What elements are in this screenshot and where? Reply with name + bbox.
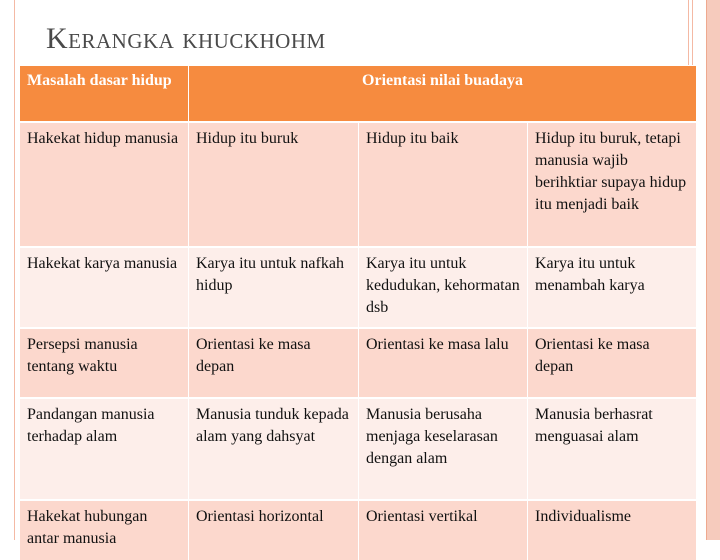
table-cell: Persepsi manusia tentang waktu	[20, 328, 189, 398]
table-cell: Hakekat karya manusia	[20, 247, 189, 328]
table-cell: Individualisme	[528, 500, 697, 560]
table-cell: Karya itu untuk menambah karya	[528, 247, 697, 328]
header-value-orientation: Orientasi nilai buadaya	[189, 66, 697, 122]
table-cell: Hidup itu buruk, tetapi manusia wajib berihktiar supaya hidup itu menjadi baik	[528, 122, 697, 247]
table-cell: Manusia berhasrat menguasai alam	[528, 398, 697, 500]
table-cell: Orientasi horizontal	[189, 500, 359, 560]
table-row	[20, 122, 697, 247]
slide-title: Kerangka khuckhohm	[46, 22, 326, 55]
table-row	[20, 328, 697, 398]
table-cell: Orientasi ke masa lalu	[359, 328, 528, 398]
table-cell: Orientasi ke masa depan	[528, 328, 697, 398]
culture-orientation-table	[19, 65, 697, 560]
table-row	[20, 247, 697, 328]
table-row	[20, 500, 697, 560]
table-cell: Manusia berusaha menjaga keselarasan dengan alam	[359, 398, 528, 500]
table-cell: Karya itu untuk kedudukan, kehormatan dsb	[359, 247, 528, 328]
header-basic-problems: Masalah dasar hidup	[20, 66, 189, 122]
table-header-row	[20, 66, 697, 122]
decorative-band-edge	[706, 0, 707, 540]
table-cell: Karya itu untuk nafkah hidup	[189, 247, 359, 328]
table-cell: Orientasi vertikal	[359, 500, 528, 560]
decorative-band-right	[706, 0, 720, 540]
table-cell: Pandangan manusia terhadap alam	[20, 398, 189, 500]
table-container	[19, 65, 696, 560]
table-row	[20, 398, 697, 500]
table-cell: Hidup itu baik	[359, 122, 528, 247]
decorative-line-left	[14, 0, 15, 540]
table-cell: Orientasi ke masa depan	[189, 328, 359, 398]
table-cell: Hidup itu buruk	[189, 122, 359, 247]
table-cell: Manusia tunduk kepada alam yang dahsyat	[189, 398, 359, 500]
table-cell: Hakekat hidup manusia	[20, 122, 189, 247]
table-cell: Hakekat hubungan antar manusia	[20, 500, 189, 560]
